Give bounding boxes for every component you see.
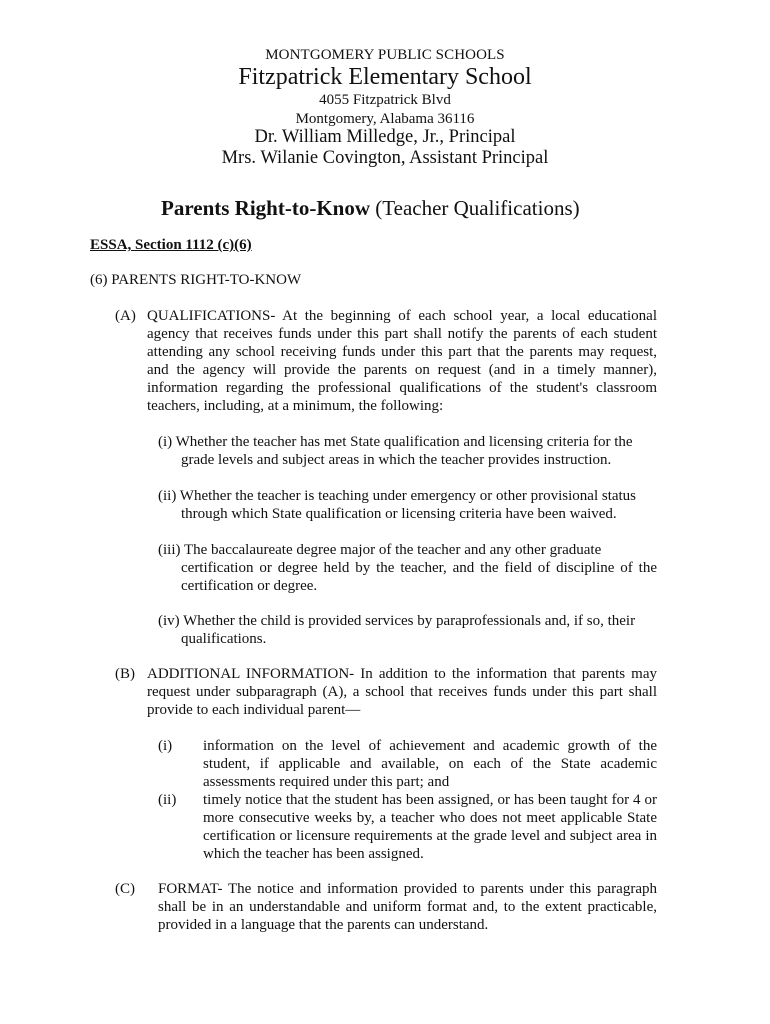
section-a-item-ii-first: (ii) Whether the teacher is teaching under emergency or other provisional status xyxy=(158,488,637,504)
subheading: (6) PARENTS RIGHT-TO-KNOW xyxy=(90,272,302,288)
section-b-item-i-label: (i) xyxy=(158,738,173,754)
section-a-text: QUALIFICATIONS- At the beginning of each school year, a local educational agency that receives funds under this part shall notify the parents of each student attending any school receiving funds under this part that the parents may request, and the agency will provide the parents on request (and in a timely manner), information regarding the professional qualifications of the student's classroom teachers, including, at a minimum, the following: xyxy=(147,308,657,414)
section-b-item-ii-text: timely notice that the student has been assigned, or has been taught for 4 or more consecutive weeks by, a teacher who does not meet applicable State certification or licensure requirements at the grade level and subject area in which the teacher has been assigned. xyxy=(203,792,657,862)
section-a-item-ii xyxy=(158,487,657,523)
section-reference: ESSA, Section 1112 (c)(6) xyxy=(90,237,252,253)
section-a-item-i xyxy=(158,433,657,469)
document-title-bold: Parents Right-to-Know xyxy=(161,196,371,220)
school-city: Montgomery, Alabama 36116 xyxy=(295,111,475,127)
section-c-label: (C) xyxy=(115,881,135,897)
section-b-item-ii-label: (ii) xyxy=(158,792,177,808)
section-a-item-i-first: (i) Whether the teacher has met State qualification and licensing criteria for the xyxy=(158,434,633,450)
section-b-item-i-text: information on the level of achievement and academic growth of the student, if applicable and available, on each of the State academic assessments required under this part; and xyxy=(203,738,657,790)
section-b-label: (B) xyxy=(115,666,135,682)
section-a-item-iv-rest: qualifications. xyxy=(181,631,267,647)
district-name: MONTGOMERY PUBLIC SCHOOLS xyxy=(265,47,505,63)
section-a-item-iv xyxy=(158,612,657,648)
principal-name: Dr. William Milledge, Jr., Principal xyxy=(254,127,516,147)
school-name: Fitzpatrick Elementary School xyxy=(238,64,532,90)
section-b-text: ADDITIONAL INFORMATION- In addition to the information that parents may request under subparagraph (A), a school that receives funds under this part shall provide to each individual parent— xyxy=(147,666,657,718)
section-a-item-iii xyxy=(158,541,657,595)
document-title-normal: (Teacher Qualifications) xyxy=(370,196,580,220)
assistant-principal-name: Mrs. Wilanie Covington, Assistant Principal xyxy=(221,148,549,168)
section-a-item-i-rest: grade levels and subject areas in which the teacher provides instruction. xyxy=(181,452,612,468)
school-address: 4055 Fitzpatrick Blvd xyxy=(319,92,451,108)
section-a-item-iii-rest: certification or degree held by the teacher, and the field of discipline of the certification or degree. xyxy=(181,560,657,594)
document-title xyxy=(161,196,580,221)
section-a-item-iii-first: (iii) The baccalaureate degree major of the teacher and any other graduate xyxy=(158,542,602,558)
section-a-item-ii-rest: through which State qualification or licensing criteria have been waived. xyxy=(181,506,617,522)
section-a-label: (A) xyxy=(115,308,136,324)
section-c-text: FORMAT- The notice and information provided to parents under this paragraph shall be in an understandable and uniform format and, to the extent practicable, provided in a language that the parents can understand. xyxy=(158,881,657,933)
section-a-item-iv-first: (iv) Whether the child is provided services by paraprofessionals and, if so, their xyxy=(158,613,636,629)
